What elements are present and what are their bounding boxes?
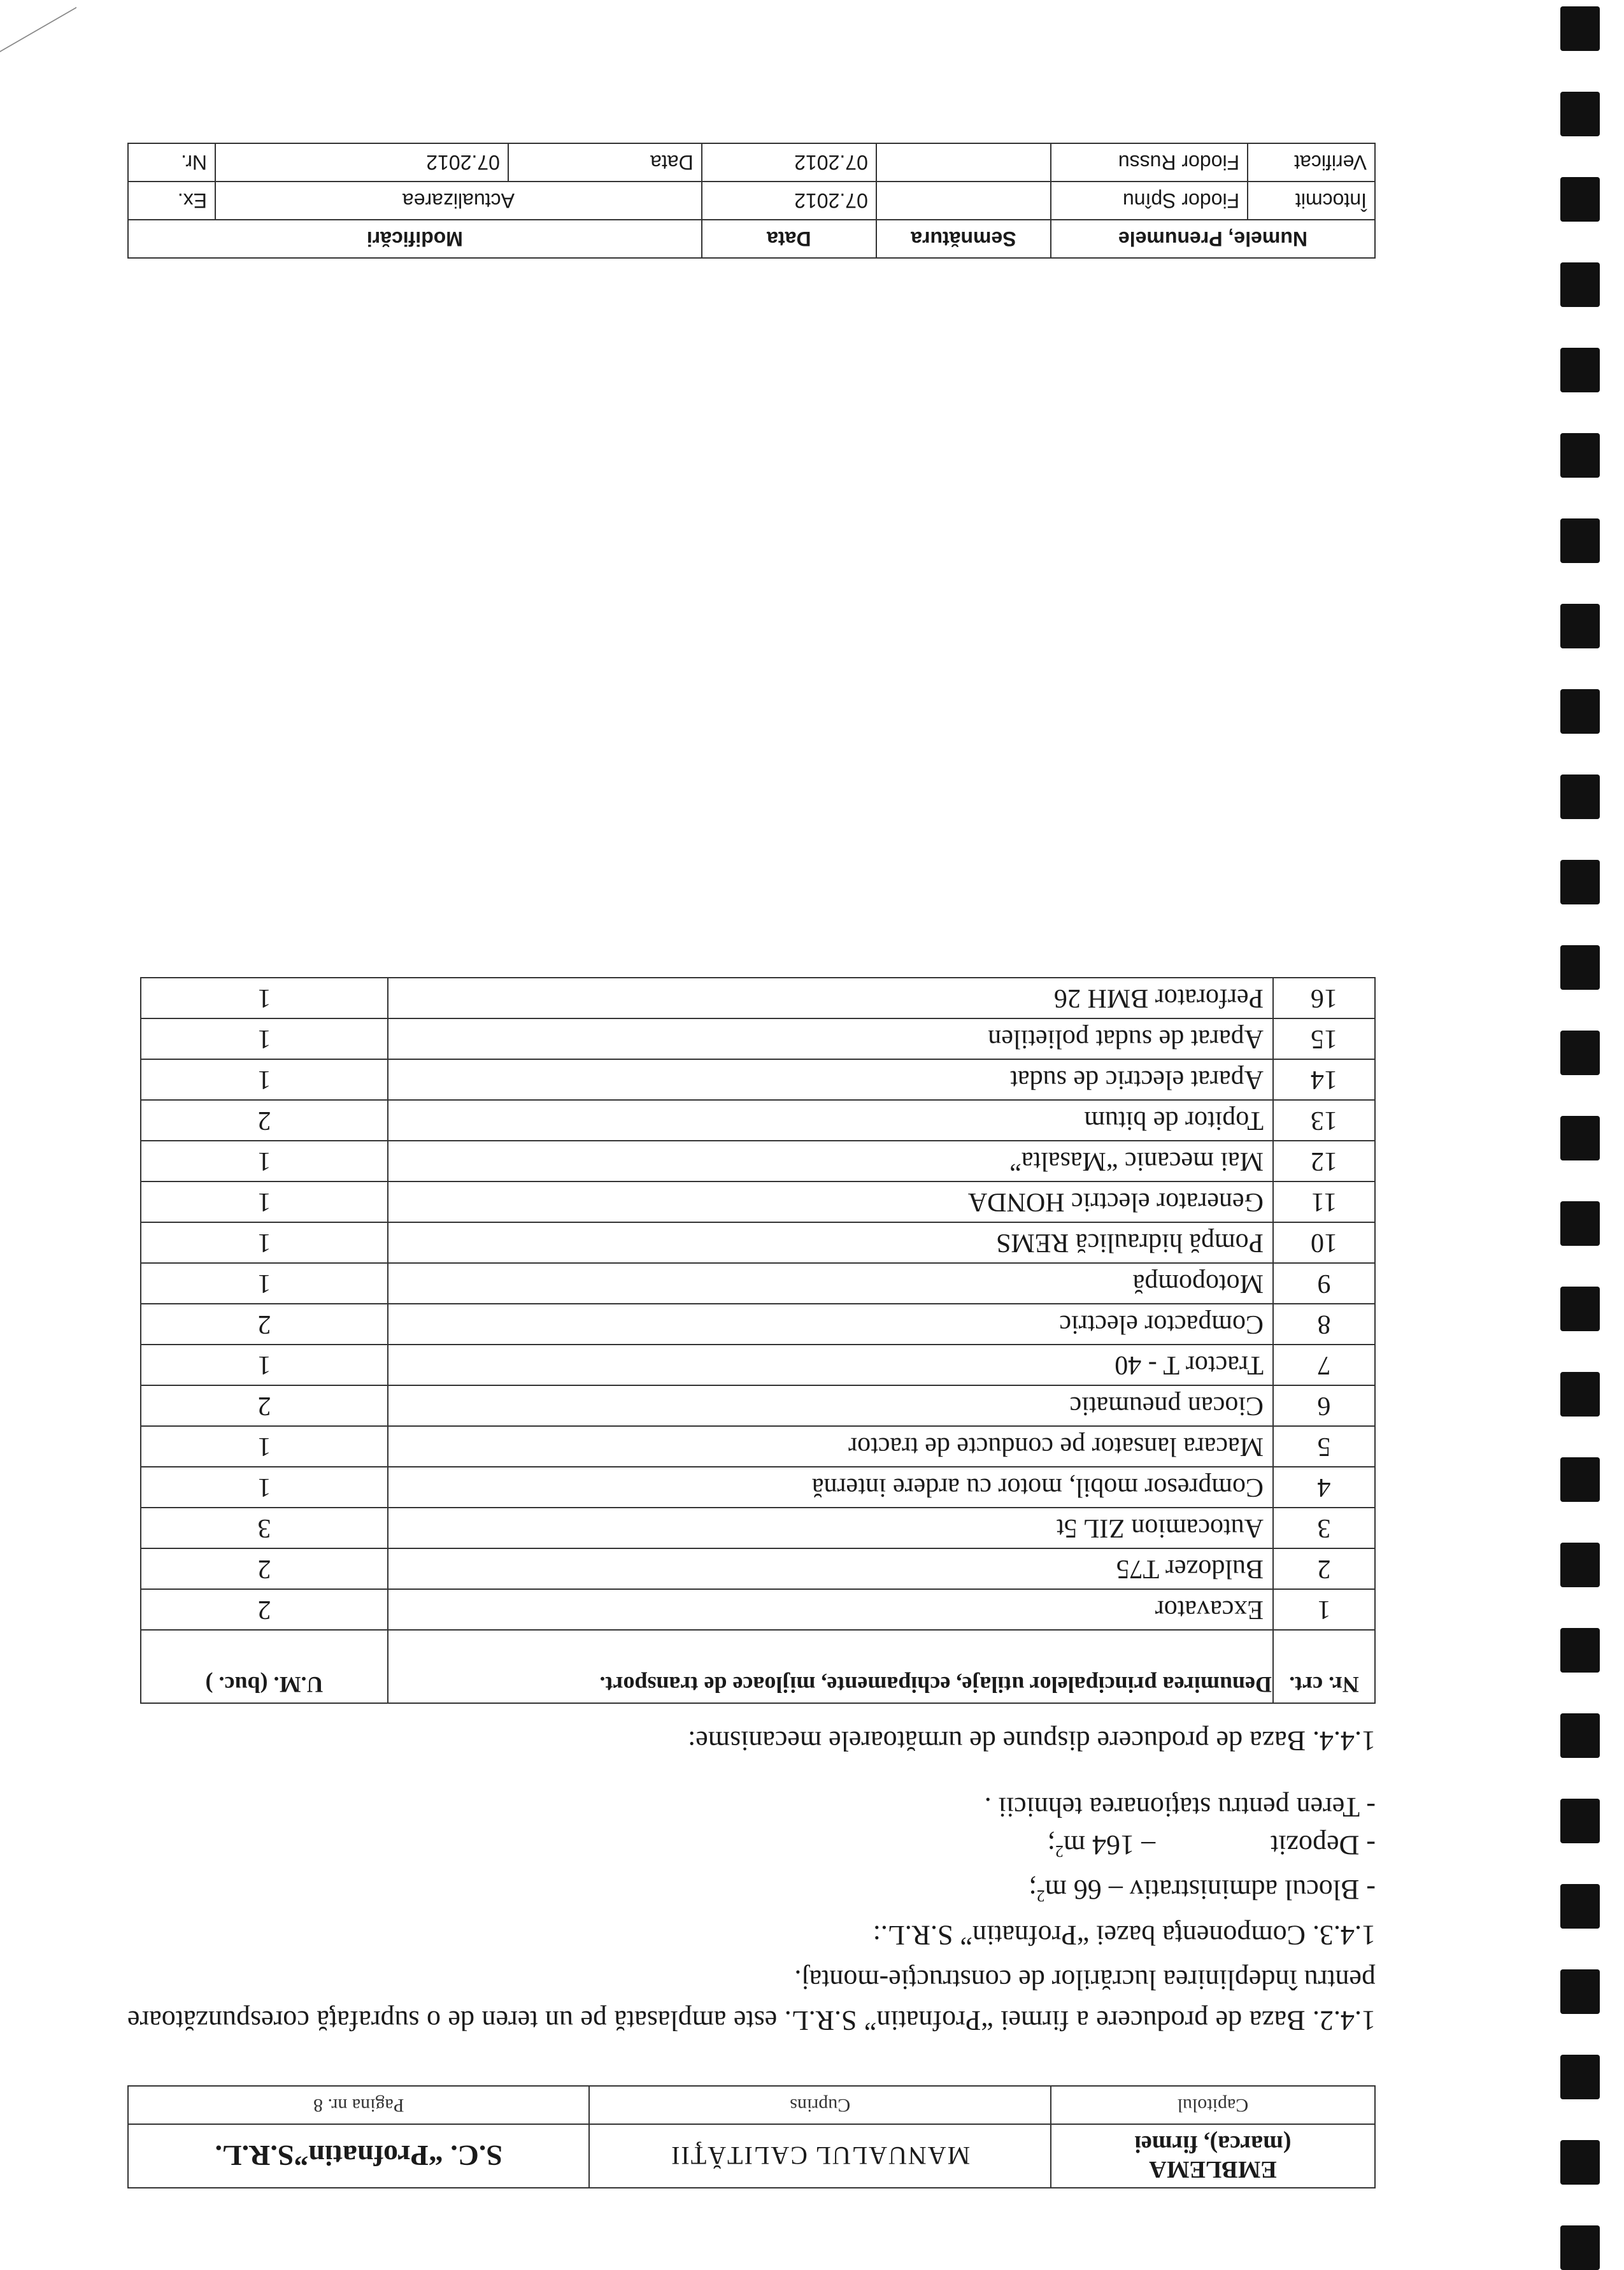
- list-item: [127, 1826, 1376, 1871]
- emblem-label: EMBLEMA: [1149, 2155, 1277, 2183]
- equipment-name: Compresor mobil, motor cu ardere internă: [388, 1467, 1273, 1508]
- change-info: Actualizarea: [215, 182, 702, 220]
- table-row: [141, 1345, 1375, 1385]
- equipment-header-row: [141, 1630, 1375, 1703]
- section-1-4-3-title: 1.4.3. Componenţa bazei “Profnatin” S.R.L.:: [873, 1920, 1376, 1951]
- page-content: [127, 977, 1376, 2188]
- manual-title: MANUALUL CALITĂŢII: [589, 2124, 1050, 2188]
- list-item-end: ;: [1029, 1874, 1037, 1906]
- base-components-list: [127, 1788, 1376, 1915]
- equipment-name: Ciocan pneumatic: [388, 1385, 1273, 1426]
- equipment-name: Macara lansator pe conducte de tractor: [388, 1426, 1273, 1467]
- section-1-4-2: 1.4.2. Baza de producere a firmei “Profnatin” S.R.L. este amplasată pe un teren de o suprafaţă corespunzătoare pentru îndeplinirea lucrărilor de construcţie-montaj.: [127, 1964, 1376, 2036]
- list-item: [127, 1870, 1376, 1915]
- table-row: [141, 1426, 1375, 1467]
- column-header-nr: Nr. crt.: [1273, 1630, 1375, 1703]
- signature-header-signature: Semnătura: [876, 220, 1051, 258]
- signature-person: Fiodor Russu: [1051, 143, 1248, 182]
- table-row: [141, 1141, 1375, 1181]
- table-row: [141, 1018, 1375, 1059]
- section-1-4-4: 1.4.4. Baza de producere dispune de următoarele mecanisme:: [688, 1725, 1376, 1757]
- equipment-quantity: 1: [141, 1345, 388, 1385]
- row-number: 2: [1273, 1548, 1375, 1589]
- list-item-sup: 2: [1036, 1887, 1045, 1905]
- signature-role: Verificat: [1248, 143, 1375, 182]
- row-number: 6: [1273, 1385, 1375, 1426]
- contents-label: Cuprins: [589, 2086, 1050, 2124]
- table-row: [141, 1385, 1375, 1426]
- emblem-cell: [1051, 2124, 1375, 2188]
- table-row: [141, 1181, 1375, 1222]
- table-row: [141, 978, 1375, 1018]
- signature-role: Întocmit: [1248, 182, 1375, 220]
- equipment-name: Buldozer T75: [388, 1548, 1273, 1589]
- page-number: Pagina nr. 8: [128, 2086, 589, 2124]
- change-ex: Ex.: [128, 182, 215, 220]
- signature-date: 07.2012: [702, 182, 876, 220]
- row-number: 4: [1273, 1467, 1375, 1508]
- list-item-sup: 2: [1055, 1842, 1064, 1861]
- equipment-table: [140, 977, 1376, 1704]
- change-date-value: 07.2012: [215, 143, 508, 182]
- row-number: 10: [1273, 1222, 1375, 1263]
- emblem-sublabel: (marca), firmei: [1134, 2131, 1292, 2157]
- row-number: 13: [1273, 1100, 1375, 1141]
- equipment-name: Aparat electric de sudat: [388, 1059, 1273, 1100]
- equipment-name: Excavator: [388, 1589, 1273, 1630]
- equipment-quantity: 1: [141, 1222, 388, 1263]
- row-number: 5: [1273, 1426, 1375, 1467]
- equipment-quantity: 2: [141, 1100, 388, 1141]
- table-row: [141, 1548, 1375, 1589]
- equipment-quantity: 3: [141, 1508, 388, 1548]
- table-row: [141, 1304, 1375, 1345]
- signature-row: [128, 182, 1375, 220]
- signature-row: [128, 143, 1375, 182]
- list-item: [127, 1788, 1376, 1826]
- company-name: S.C. “Profnatin”S.R.L.: [128, 2124, 589, 2188]
- signature-header-date: Data: [702, 220, 876, 258]
- table-row: [141, 1100, 1375, 1141]
- table-row: [141, 1467, 1375, 1508]
- row-number: 8: [1273, 1304, 1375, 1345]
- change-nr: Nr.: [128, 143, 215, 182]
- equipment-name: Compactor electric: [388, 1304, 1273, 1345]
- column-header-name: Denumirea principalelor utilaje, echipamente, mijloace de transport.: [388, 1630, 1273, 1703]
- signature-header-row: [128, 220, 1375, 258]
- table-row: [141, 1059, 1375, 1100]
- equipment-name: Autocamion ZIL 5t: [388, 1508, 1273, 1548]
- table-row: [141, 1589, 1375, 1630]
- equipment-quantity: 1: [141, 1181, 388, 1222]
- equipment-quantity: 1: [141, 1059, 388, 1100]
- equipment-quantity: 1: [141, 1426, 388, 1467]
- equipment-quantity: 1: [141, 978, 388, 1018]
- equipment-quantity: 1: [141, 1141, 388, 1181]
- signature-cell: [876, 182, 1051, 220]
- row-number: 9: [1273, 1263, 1375, 1304]
- equipment-name: Perforator BMH 26: [388, 978, 1273, 1018]
- equipment-name: Topitor de bitum: [388, 1100, 1273, 1141]
- equipment-name: Generator electric HONDA: [388, 1181, 1273, 1222]
- list-item-label: - Blocul administrativ: [1129, 1874, 1376, 1906]
- row-number: 14: [1273, 1059, 1375, 1100]
- equipment-quantity: 1: [141, 1018, 388, 1059]
- equipment-name: Aparat de sudat polietilen: [388, 1018, 1273, 1059]
- equipment-name: Tractor T - 40: [388, 1345, 1273, 1385]
- equipment-name: Motopompă: [388, 1263, 1273, 1304]
- equipment-name: Pompă hidraulică REMS: [388, 1222, 1273, 1263]
- signature-date: 07.2012: [702, 143, 876, 182]
- equipment-quantity: 2: [141, 1548, 388, 1589]
- signature-header-name: Numele, Prenumele: [1051, 220, 1375, 258]
- table-row: [141, 1222, 1375, 1263]
- equipment-quantity: 1: [141, 1467, 388, 1508]
- change-date-label: Data: [508, 143, 702, 182]
- header-table: [127, 2085, 1376, 2188]
- row-number: 1: [1273, 1589, 1375, 1630]
- row-number: 12: [1273, 1141, 1375, 1181]
- table-row: [141, 1263, 1375, 1304]
- row-number: 16: [1273, 978, 1375, 1018]
- list-item-value: – 66 m: [1044, 1874, 1123, 1906]
- column-header-um: U.M. (buc. ): [141, 1630, 388, 1703]
- row-number: 3: [1273, 1508, 1375, 1548]
- list-item-label: - Teren pentru staţionarea tehnicii .: [984, 1791, 1376, 1823]
- equipment-name: Mai mecanic “Masalta”: [388, 1141, 1273, 1181]
- equipment-table-body: [141, 978, 1375, 1630]
- list-item-end: ;: [1047, 1829, 1055, 1861]
- signature-cell: [876, 143, 1051, 182]
- row-number: 11: [1273, 1181, 1375, 1222]
- equipment-quantity: 2: [141, 1304, 388, 1345]
- equipment-quantity: 2: [141, 1589, 388, 1630]
- equipment-quantity: 2: [141, 1385, 388, 1426]
- row-number: 7: [1273, 1345, 1375, 1385]
- list-item-value: – 164 m: [1063, 1829, 1156, 1861]
- signature-table: [127, 143, 1376, 259]
- row-number: 15: [1273, 1018, 1375, 1059]
- chapter-label: Capitolul: [1051, 2086, 1375, 2124]
- signature-header-changes: Modificări: [128, 220, 702, 258]
- list-item-label: - Depozit: [1271, 1829, 1376, 1861]
- table-row: [141, 1508, 1375, 1548]
- signature-person: Fiodor Spînu: [1051, 182, 1248, 220]
- equipment-quantity: 1: [141, 1263, 388, 1304]
